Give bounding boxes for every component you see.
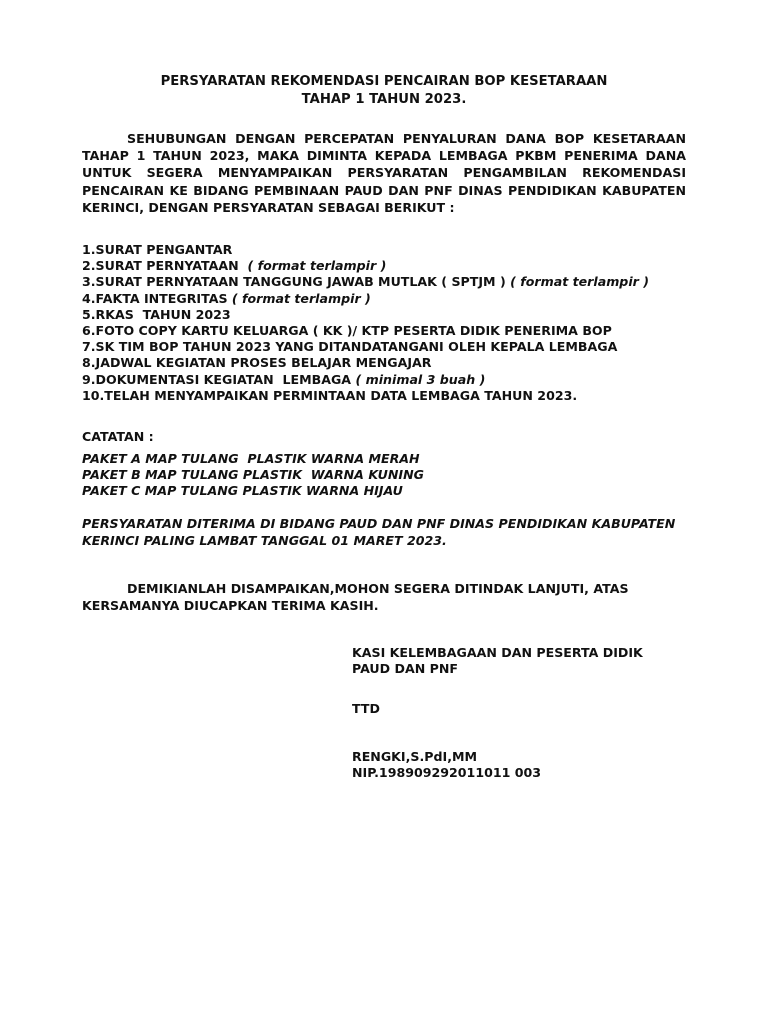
requirement-item <box>82 258 702 274</box>
requirement-item <box>82 388 702 404</box>
document-title-line1: PERSYARATAN REKOMENDASI PENCAIRAN BOP KESETARAAN <box>160 74 608 89</box>
requirement-note: ( format terlampir ) <box>510 274 649 290</box>
requirement-text: 9.DOKUMENTASI KEGIATAN LEMBAGA <box>82 371 356 387</box>
requirement-item <box>82 323 702 339</box>
closing-paragraph: DEMIKIANLAH DISAMPAIKAN,MOHON SEGERA DITINDAK LANJUTI, ATAS KERSAMANYA DIUCAPKAN TERIMA KASIH. <box>82 581 629 614</box>
requirement-item <box>82 339 702 355</box>
requirement-note: ( format terlampir ) <box>247 258 387 274</box>
signature-ttd: TTD <box>352 701 380 716</box>
signature-position-line2: PAUD DAN PNF <box>352 661 458 676</box>
requirements-list <box>82 242 702 404</box>
requirement-text: 8.JADWAL KEGIATAN PROSES BELAJAR MENGAJAR <box>82 355 432 371</box>
requirement-item <box>82 355 702 371</box>
signature-nip: NIP.198909292011011 003 <box>352 765 542 780</box>
signature-name: RENGKI,S.PdI,MM <box>352 749 478 764</box>
requirement-item <box>82 307 702 323</box>
requirement-text: 6.FOTO COPY KARTU KELUARGA ( KK )/ KTP PESERTA DIDIK PENERIMA BOP <box>82 323 612 339</box>
requirement-text: 5.RKAS TAHUN 2023 <box>82 306 231 322</box>
requirement-text: 4.FAKTA INTEGRITAS <box>82 290 232 306</box>
paket-item: PAKET C MAP TULANG PLASTIK WARNA HIJAU <box>82 483 403 499</box>
requirement-text: 10.TELAH MENYAMPAIKAN PERMINTAAN DATA LEMBAGA TAHUN 2023. <box>82 387 578 403</box>
paket-item: PAKET B MAP TULANG PLASTIK WARNA KUNING <box>82 467 424 483</box>
requirement-item <box>82 291 702 307</box>
signature-position-line1: KASI KELEMBAGAAN DAN PESERTA DIDIK <box>352 645 643 660</box>
requirement-item <box>82 274 702 290</box>
requirement-text: 3.SURAT PERNYATAAN TANGGUNG JAWAB MUTLAK ( SPTJM ) <box>82 274 511 290</box>
requirement-note: ( format terlampir ) <box>231 290 371 306</box>
requirement-text: 1.SURAT PENGANTAR <box>82 242 233 257</box>
paket-list <box>82 451 424 500</box>
requirement-text: 7.SK TIM BOP TAHUN 2023 YANG DITANDATANGANI OLEH KEPALA LEMBAGA <box>82 339 618 355</box>
requirement-note: ( minimal 3 buah ) <box>355 371 486 387</box>
requirement-text: 2.SURAT PERNYATAAN <box>82 258 248 274</box>
document-title-line2: TAHAP 1 TAHUN 2023. <box>301 92 467 107</box>
paket-item: PAKET A MAP TULANG PLASTIK WARNA MERAH <box>82 451 420 466</box>
catatan-label: CATATAN : <box>82 429 154 444</box>
deadline-note: PERSYARATAN DITERIMA DI BIDANG PAUD DAN PNF DINAS PENDIDIKAN KABUPATEN KERINCI PALING LAMBAT TANGGAL 01 MARET 2023. <box>82 516 676 548</box>
requirement-item <box>82 372 702 388</box>
intro-paragraph: SEHUBUNGAN DENGAN PERCEPATAN PENYALURAN DANA BOP KESETARAAN TAHAP 1 TAHUN 2023, MAKA DIMINTA KEPADA LEMBAGA PKBM PENERIMA DANA UNTUK SEGERA MENYAMPAIKAN PERSYARATAN PENGAMBILAN REKOMENDASI PENCAIRAN KE BIDANG PEMBINAAN PAUD DAN PNF DINAS PENDIDIKAN KABUPATEN KERINCI, DENGAN PERSYARATAN SEBAGAI BERIKUT : <box>82 131 686 215</box>
requirement-item <box>82 242 702 258</box>
